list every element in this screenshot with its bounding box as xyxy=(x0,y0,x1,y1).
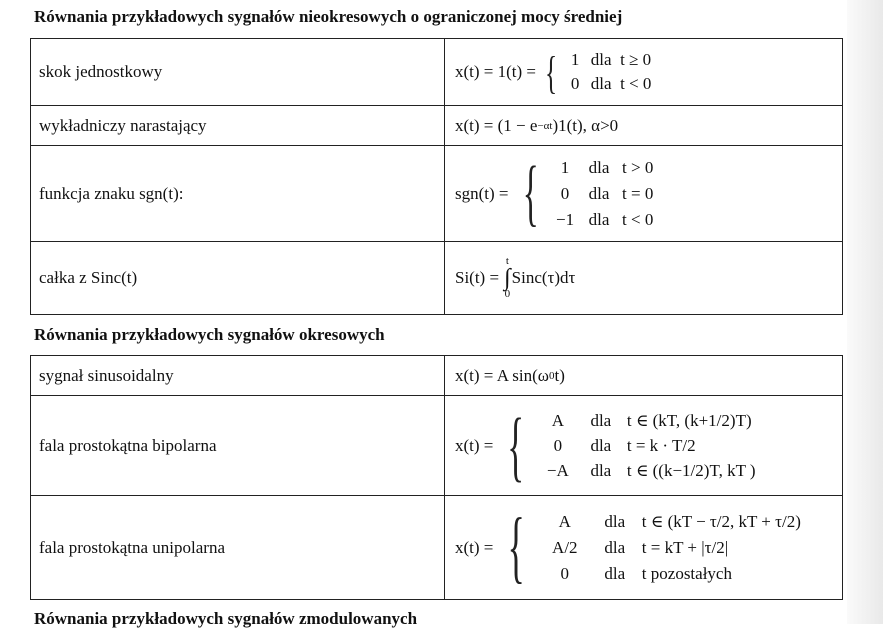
table-row xyxy=(31,356,843,396)
integral-lower-limit: 0 xyxy=(504,288,511,300)
case-dla: dla xyxy=(590,50,612,69)
case-dla: dla xyxy=(604,511,626,531)
integral-upper-limit: t xyxy=(505,255,509,267)
formula-part: t) xyxy=(554,365,565,385)
case-condition: t = kT + |τ/2| xyxy=(641,537,729,557)
case-value: 0 xyxy=(560,183,570,203)
aperiodic-signals-table xyxy=(30,38,843,315)
case-dla: dla xyxy=(590,460,612,480)
signal-name: sygnał sinusoidalny xyxy=(31,356,445,396)
signal-name: fala prostokątna unipolarna xyxy=(31,496,445,600)
case-dla: dla xyxy=(590,435,612,455)
equation-lhs: sgn(t) = xyxy=(455,183,509,203)
equation-lhs: x(t) = xyxy=(455,537,494,557)
signal-name: wykładniczy narastający xyxy=(31,106,445,146)
section-title-modulated: Równania przykładowych sygnałów zmodulowanych xyxy=(34,609,418,628)
case-condition: t > 0 xyxy=(622,157,654,177)
case-condition: t ≥ 0 xyxy=(620,50,652,69)
left-brace-icon: { xyxy=(544,46,558,98)
table-row xyxy=(31,106,843,146)
signal-equation xyxy=(445,356,843,396)
case-value: 0 xyxy=(553,435,563,455)
left-brace-icon: { xyxy=(522,152,539,234)
table-row xyxy=(31,496,843,600)
signal-equation xyxy=(445,106,843,146)
integral-sign-icon: ∫ xyxy=(504,265,511,291)
case-dla: dla xyxy=(588,157,610,177)
case-value: 0 xyxy=(570,74,580,93)
case-condition: t ∈ (kT, (k+1/2)T) xyxy=(626,410,752,430)
case-dla: dla xyxy=(604,537,626,557)
signal-equation xyxy=(445,146,843,242)
case-condition: t = 0 xyxy=(622,183,654,203)
case-condition: t < 0 xyxy=(622,209,654,229)
equation-lhs: x(t) = xyxy=(455,435,494,455)
signal-equation xyxy=(445,496,843,600)
case-value: 1 xyxy=(570,50,580,69)
equation-lhs: Si(t) = xyxy=(455,268,500,287)
table-row xyxy=(31,39,843,106)
left-brace-icon: { xyxy=(507,401,525,489)
case-condition: t = k · T/2 xyxy=(626,435,696,455)
case-dla: dla xyxy=(590,410,612,430)
case-value: −A xyxy=(546,460,569,480)
case-dla: dla xyxy=(590,74,612,93)
equation-lhs: x(t) = 1(t) = xyxy=(455,62,537,81)
signal-equation xyxy=(445,396,843,496)
case-condition: t ∈ (kT − τ/2, kT + τ/2) xyxy=(641,511,801,531)
case-condition: t pozostałych xyxy=(641,563,732,583)
case-dla: dla xyxy=(588,209,610,229)
formula-part: x(t) = (1 − e xyxy=(455,115,538,135)
formula-part: )1(t), α>0 xyxy=(552,115,619,135)
section-title-aperiodic: Równania przykładowych sygnałów nieokresowych o ograniczonej mocy średniej xyxy=(34,7,623,26)
formula-subscript: 0 xyxy=(548,369,555,382)
section-title-periodic: Równania przykładowych sygnałów okresowych xyxy=(34,325,385,344)
signal-name: funkcja znaku sgn(t): xyxy=(31,146,445,242)
formula-exponent: −αt xyxy=(537,119,553,132)
signal-equation xyxy=(445,242,843,315)
case-value: A xyxy=(551,410,564,430)
periodic-signals-table xyxy=(30,355,843,600)
case-value: 1 xyxy=(560,157,570,177)
signal-name: fala prostokątna bipolarna xyxy=(31,396,445,496)
signal-equation xyxy=(445,39,843,106)
table-row xyxy=(31,242,843,315)
signal-name: całka z Sinc(t) xyxy=(31,242,445,315)
signal-name: skok jednostkowy xyxy=(31,39,445,106)
case-condition: t ∈ ((k−1/2)T, kT ) xyxy=(626,460,756,480)
integral xyxy=(504,256,511,300)
case-dla: dla xyxy=(588,183,610,203)
formula-part: x(t) = A sin(ω xyxy=(455,365,549,385)
table-row xyxy=(31,396,843,496)
left-brace-icon: { xyxy=(507,503,526,591)
case-condition: t < 0 xyxy=(620,74,652,93)
case-value: A/2 xyxy=(552,537,578,557)
case-value: 0 xyxy=(560,563,570,583)
table-row xyxy=(31,146,843,242)
case-value: A xyxy=(558,511,571,531)
case-value: −1 xyxy=(555,209,575,229)
case-dla: dla xyxy=(604,563,626,583)
integrand: Sinc(τ)dτ xyxy=(511,268,576,287)
scan-edge-shading xyxy=(847,0,883,624)
